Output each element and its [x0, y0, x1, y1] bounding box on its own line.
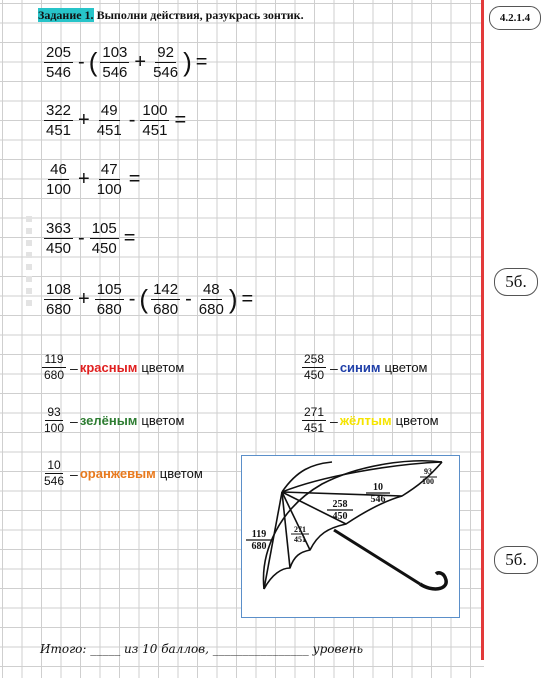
svg-text:450: 450	[332, 511, 348, 522]
fraction: $\frac{100}{451}$	[142, 102, 168, 139]
fraction: $\frac{10}{546}$	[44, 458, 65, 488]
task-number: Задание 1.	[38, 8, 94, 22]
minus-sign: -	[78, 227, 85, 249]
legend-item-yellow: $\frac{271}{451}$ – жёлтым цветом	[304, 405, 439, 435]
fraction: $\frac{142}{680}$	[153, 281, 179, 318]
fraction: $\frac{363}{450}$	[46, 220, 72, 257]
fraction: $\frac{105}{450}$	[91, 220, 117, 257]
umbrella-rib	[282, 492, 290, 568]
color-name: красным	[79, 360, 138, 375]
expression-1	[42, 43, 210, 82]
right-paren: )	[183, 47, 192, 77]
right-panel	[484, 0, 548, 678]
minus-sign: -	[185, 288, 192, 310]
expression-5	[42, 280, 256, 319]
legend-item-orange: $\frac{10}{546}$ – оранжевым цветом	[44, 458, 203, 488]
svg-text:546: 546	[370, 494, 386, 505]
fraction: $\frac{205}{546}$	[46, 44, 72, 81]
plus-sign: +	[78, 168, 90, 190]
task-text: Выполни действия, разукрась зонтик.	[93, 8, 304, 22]
fraction: $\frac{47}{100}$	[96, 161, 122, 198]
minus-sign: -	[78, 51, 85, 73]
fraction: $\frac{48}{680}$	[198, 281, 224, 318]
svg-text:258: 258	[332, 499, 348, 510]
minus-sign: -	[128, 109, 136, 131]
fraction: $\frac{271}{451}$	[304, 405, 325, 435]
equals-sign: =	[241, 288, 254, 310]
umbrella-drawing	[242, 456, 459, 617]
umbrella-shaft	[334, 530, 420, 584]
svg-text:271: 271	[294, 525, 306, 534]
left-paren: (	[88, 47, 98, 77]
fraction: $\frac{105}{680}$	[96, 281, 122, 318]
color-name: оранжевым	[79, 466, 156, 481]
plus-sign: +	[134, 51, 147, 73]
score-badge: 5б.	[494, 546, 538, 574]
faded-side-text	[22, 210, 38, 320]
svg-text:451: 451	[294, 535, 306, 544]
left-paren: (	[139, 284, 149, 314]
minus-sign: -	[128, 288, 136, 310]
equals-sign: =	[123, 227, 136, 249]
equals-sign: =	[128, 168, 141, 190]
fraction: $\frac{258}{450}$	[304, 352, 325, 382]
expression-3	[42, 160, 143, 199]
equals-sign: =	[174, 109, 187, 131]
fraction: $\frac{103}{546}$	[102, 44, 128, 81]
svg-text:100: 100	[422, 477, 434, 486]
color-name: жёлтым	[339, 413, 392, 428]
plus-sign: +	[78, 288, 90, 310]
footer-total: Итого: _____ из 10 баллов, ________________ уровень	[40, 642, 364, 656]
umbrella-handle	[420, 573, 446, 589]
expression-2	[42, 101, 189, 140]
code-badge: 4.2.1.4	[489, 6, 541, 30]
fraction: $\frac{119}{680}$	[44, 352, 65, 382]
umbrella-rib	[282, 462, 442, 492]
fraction: $\frac{92}{546}$	[153, 44, 179, 81]
right-paren: )	[228, 284, 238, 314]
equals-sign: =	[195, 51, 208, 73]
color-name: синим	[339, 360, 381, 375]
svg-text:680: 680	[251, 541, 267, 552]
color-name: зелёным	[79, 413, 138, 428]
plus-sign: +	[78, 109, 90, 131]
fraction: $\frac{322}{451}$	[46, 102, 72, 139]
svg-text:119: 119	[251, 529, 267, 540]
fraction: $\frac{46}{100}$	[46, 161, 72, 198]
svg-text:93: 93	[424, 467, 432, 476]
fraction: $\frac{49}{451}$	[96, 102, 122, 139]
umbrella-canopy-edge	[263, 461, 442, 589]
legend-item-green: $\frac{93}{100}$ – зелёным цветом	[44, 405, 185, 435]
umbrella-picture-frame	[241, 455, 460, 618]
umbrella-tip	[282, 462, 332, 492]
task-title	[38, 8, 304, 23]
fraction: $\frac{93}{100}$	[44, 405, 65, 435]
legend-item-blue: $\frac{258}{450}$ – синим цветом	[304, 352, 428, 382]
legend-item-red: $\frac{119}{680}$ – красным цветом	[44, 352, 185, 382]
fraction: $\frac{108}{680}$	[46, 281, 72, 318]
score-badge: 5б.	[494, 268, 538, 296]
svg-text:10: 10	[373, 482, 383, 493]
expression-4	[42, 219, 138, 258]
